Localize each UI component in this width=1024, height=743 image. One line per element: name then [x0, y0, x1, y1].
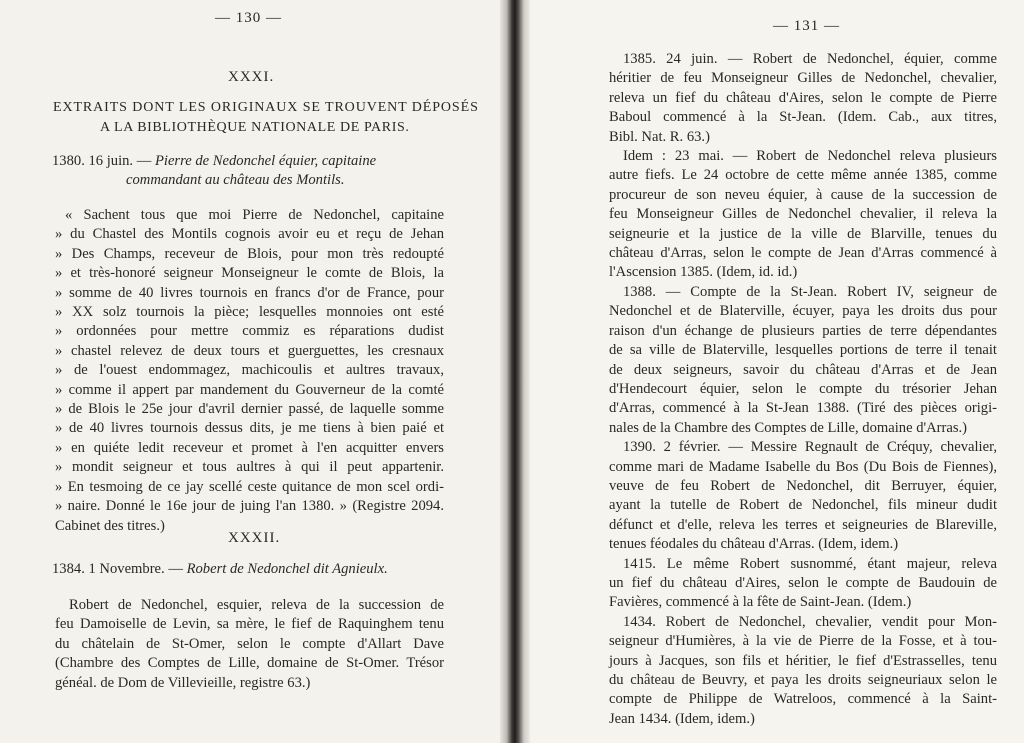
quote-line: » comme il appert par mandement du Gouverneur de la comté — [55, 381, 444, 398]
text-line: Idem : 23 mai. — Robert de Nedonchel releva plusieurs — [623, 148, 997, 165]
quote-line: » naire. Donné le 16e jour de juing l'an 1380. » (Registre 2094. — [55, 498, 444, 515]
text-line: 1390. 2 février. — Messire Regnault de Créquy, chevalier, — [623, 439, 997, 456]
entry2-heading — [52, 560, 388, 579]
section-number-xxxii: XXXII. — [228, 530, 281, 546]
section-number-xxxi: XXXI. — [228, 69, 275, 85]
text-line: releva un fief du château d'Aires, selon le compte de Pierre — [609, 89, 997, 106]
text-line: seigneurie et la justice de la ville de Blarville, tenues du — [609, 225, 997, 242]
entry2-line: Robert de Nedonchel, esquier, releva de la succession de — [69, 597, 444, 613]
book-gutter — [500, 0, 530, 743]
entry2-line: (Chambre des Comptes de Lille, domaine de St-Omer. Trésor — [55, 655, 444, 672]
text-line: compte de Philippe de Watreloos, commencé à la Saint- — [609, 691, 997, 708]
text-line: Jean 1434. (Idem, idem.) — [609, 710, 755, 727]
text-line: château d'Arras, selon le compte de Jean d'Arras commencé à — [609, 245, 997, 262]
quote-line: » somme de 40 livres tournois en francs d'or de France, pour — [55, 284, 444, 301]
quote-line: » ordonnées pour mettre commiz es réparations dudist — [55, 323, 444, 340]
entry2-block — [55, 596, 444, 693]
entry-title-line-2: commandant au château des Montils. — [126, 172, 345, 188]
quote-line: « Sachent tous que moi Pierre de Nedonchel, capitaine — [65, 207, 444, 223]
quote-line: » Des Champs, receveur de Blois, pour mon très redoupté — [55, 245, 444, 262]
entry-date: 1380. 16 juin. — — [52, 153, 152, 169]
quote-block — [55, 206, 444, 536]
text-line: d'Arras, commencé à la St-Jean 1388. (Tiré des pièces origi- — [609, 400, 997, 417]
quote-line: » mondit seigneur et tous aultres à qui il peut appartenir. — [55, 459, 444, 476]
quote-line: » en quiéte ledit receveur et promet à l'en acquitter envers — [55, 439, 444, 456]
text-line: Baboul commencé à la St-Jean. (Idem. Cab., aux titres, — [609, 109, 997, 126]
text-line: Bibl. Nat. R. 63.) — [609, 128, 710, 145]
text-line: seigneur d'Humières, à la vie de Pierre de la Fosse, et à tou- — [609, 633, 997, 650]
text-line: héritier de feu Monseigneur Gilles de Nedonchel, chevalier, — [609, 70, 997, 87]
text-line: 1385. 24 juin. — Robert de Nedonchel, équier, comme — [623, 51, 997, 67]
text-line: de deux seigneurs, savoir du château d'Arras et de Jean — [609, 361, 997, 378]
entry2-line: feu Damoiselle de Levin, sa mère, le fief de Raquinghem tenu — [55, 616, 444, 633]
text-line: feu Monseigneur Gilles de Nedonchel chevalier, il releva la — [609, 206, 997, 223]
page-number-right: — 131 — — [773, 18, 840, 34]
quote-line: » chastel relevez de deux tours et guerguettes, les cresnaux — [55, 342, 444, 359]
quote-line: » de 40 livres tournois dessus dits, je me tiens à bien paié et — [55, 420, 444, 437]
entry2-line: généal. de Dom de Villevieille, registre 63.) — [55, 674, 311, 691]
entry2-title: Robert de Nedonchel dit Agnieulx. — [186, 561, 388, 577]
text-line: 1434. Robert de Nedonchel, chevalier, vendit pour Mon- — [623, 613, 997, 630]
text-line: Favières, commencé à la fête de Saint-Jean. (Idem.) — [609, 594, 912, 611]
quote-line: » du Chastel des Montils cognois avoir eu et reçu de Jehan — [55, 226, 444, 243]
left-page — [0, 0, 508, 743]
quote-line: Cabinet des titres.) — [55, 517, 165, 534]
text-line: défunct et d'elle, releva les terres et seigneuries de Blareville, — [609, 516, 997, 533]
text-line: ayant la tutelle de Robert de Nedonchel, fils mineur dudit — [609, 497, 997, 514]
quote-line: » et très-honoré seigneur Monseigneur le comte de Blois, la — [55, 265, 444, 282]
text-line: 1388. — Compte de la St-Jean. Robert IV, seigneur de — [623, 283, 997, 300]
text-line: de sa ville de Blaterville, lesquelles portions de terre il tenait — [609, 342, 997, 359]
text-line: autre fiefs. Le 24 octobre de cette même année 1385, comme — [609, 167, 997, 184]
quote-line: » XX solz tournois la pièce; lesquelles monnoies ont esté — [55, 304, 444, 321]
text-line: jours à Jacques, son fils et héritier, le fief d'Estrasselles, tenu — [609, 652, 997, 669]
text-line: l'Ascension 1385. (Idem, id. id.) — [609, 264, 798, 281]
text-line: veuve de feu Robert de Nedonchel, dit Berruyer, équier, — [609, 477, 997, 494]
quote-line: » de Blois le 25e jour d'avril dernier passé, de laquelle somme — [55, 401, 444, 418]
section-heading-line-1: EXTRAITS DONT LES ORIGINAUX SE TROUVENT DÉPOSÉS — [53, 100, 479, 115]
text-line: raison d'un échange de plusieurs parties de terre dépendantes — [609, 322, 997, 339]
text-line: Nedonchel et de Blaterville, écuyer, paya les droits dus pour — [609, 303, 997, 320]
text-line: 1415. Le même Robert susnommé, étant majeur, releva — [623, 555, 997, 572]
entry-heading — [52, 152, 376, 171]
section-heading-line-2: A LA BIBLIOTHÈQUE NATIONALE DE PARIS. — [100, 120, 410, 135]
right-page — [520, 0, 1024, 743]
quote-line: » En tesmoing de ce jay scellé ceste quitance de mon scel ordi- — [55, 478, 444, 495]
quote-line: » de l'ouest endommagez, machicoulis et aultres travaux, — [55, 362, 444, 379]
text-line: tenues féodales du château d'Arras. (Idem, idem.) — [609, 536, 899, 553]
entry2-date: 1384. 1 Novembre. — — [52, 561, 183, 577]
right-page-text — [609, 50, 997, 729]
page-number-left: — 130 — — [215, 10, 282, 26]
text-line: procureur de son neveu équier, à cause de la succession de — [609, 186, 997, 203]
entry-title-line-1: Pierre de Nedonchel équier, capitaine — [154, 153, 377, 169]
text-line: nales de la Chambre des Comptes de Lille, domaine d'Arras.) — [609, 419, 968, 436]
text-line: d'Hendecourt équier, selon le compte du trésorier Jehan — [609, 380, 997, 397]
entry2-line: du châtelain de St-Omer, selon le compte d'Allart Dave — [55, 635, 444, 652]
text-line: du château de Beuvry, et paya les droits seigneuriaux selon le — [609, 672, 997, 688]
text-line: un fief du château d'Aires, selon le compte de Baudouin de — [609, 574, 997, 591]
text-line: comme mari de Madame Isabelle du Bos (Du Bois de Fiennes), — [609, 458, 997, 475]
